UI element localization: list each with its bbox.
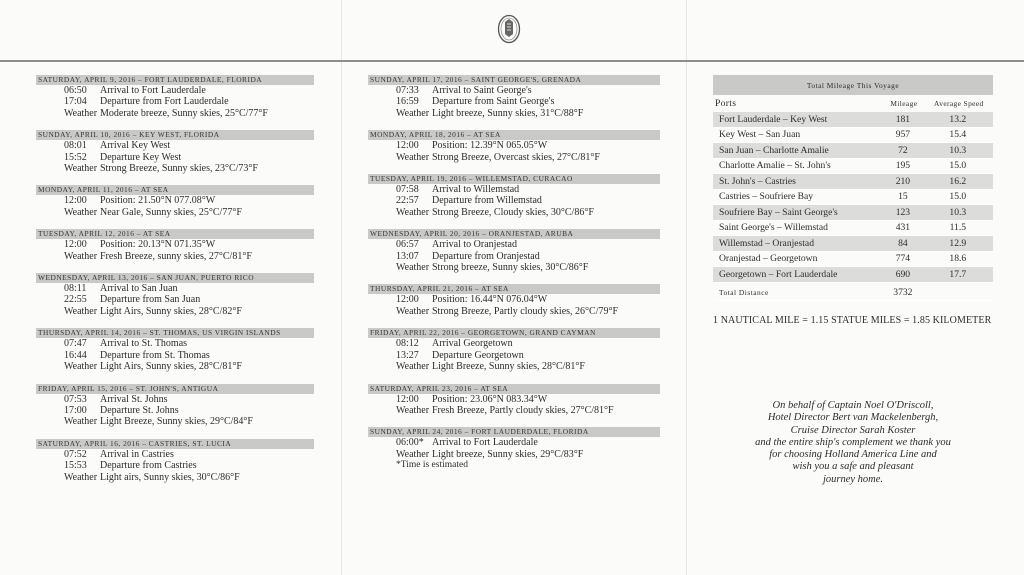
schedule-time: 07:53 bbox=[64, 393, 87, 405]
schedule-detail: Departure from Oranjestad bbox=[432, 250, 540, 262]
schedule-detail: Light Airs, Sunny skies, 28°C/81°F bbox=[100, 361, 242, 373]
schedule-time: 12:00 bbox=[396, 393, 419, 405]
schedule-detail: Departure from San Juan bbox=[100, 294, 201, 306]
schedule-time: Weather bbox=[64, 107, 98, 119]
schedule-row bbox=[368, 207, 660, 218]
schedule-row bbox=[368, 184, 660, 195]
schedule-detail: Arrival in Castries bbox=[100, 448, 174, 460]
schedule-row bbox=[36, 140, 314, 151]
schedule-time: Weather bbox=[396, 448, 430, 460]
schedule-detail: Position: 20.13°N 071.35°W bbox=[100, 239, 216, 251]
schedule-row bbox=[368, 294, 660, 305]
schedule-row bbox=[368, 405, 660, 416]
schedule-detail: Departure St. Johns bbox=[100, 404, 179, 416]
day-header: THURSDAY, APRIL 14, 2016 – ST. THOMAS, US VIRGIN ISLANDS bbox=[36, 328, 314, 338]
schedule-time: 12:00 bbox=[396, 140, 419, 152]
mileage-row bbox=[713, 143, 993, 159]
mileage-mileage: 957 bbox=[883, 127, 923, 143]
day-header: SUNDAY, APRIL 17, 2016 – SAINT GEORGE'S, GRENADA bbox=[368, 75, 660, 85]
schedule-row bbox=[368, 251, 660, 262]
mileage-mileage: 690 bbox=[883, 267, 923, 283]
mileage-speed: 18.6 bbox=[923, 251, 993, 267]
schedule-row bbox=[368, 108, 660, 119]
schedule-detail: Light Breeze, Sunny skies, 28°C/81°F bbox=[432, 361, 585, 373]
day-header: FRIDAY, APRIL 15, 2016 – ST. JOHN'S, ANTIGUA bbox=[36, 384, 314, 394]
day-header: MONDAY, APRIL 18, 2016 – AT SEA bbox=[368, 130, 660, 140]
schedule-time: 17:04 bbox=[64, 96, 87, 108]
schedule-row bbox=[36, 416, 314, 427]
left-day-3 bbox=[36, 229, 314, 262]
mileage-mileage: 431 bbox=[883, 220, 923, 236]
mileage-row bbox=[713, 158, 993, 174]
schedule-row bbox=[36, 85, 314, 96]
schedule-row bbox=[368, 152, 660, 163]
left-day-7 bbox=[36, 439, 314, 483]
schedule-time: 12:00 bbox=[64, 239, 87, 251]
header-average-speed: Average Speed bbox=[934, 99, 984, 108]
schedule-detail: Position: 23.06°N 083.34°W bbox=[432, 393, 548, 405]
schedule-row bbox=[36, 460, 314, 471]
mileage-row bbox=[713, 267, 993, 283]
schedule-detail: Arrival Key West bbox=[100, 140, 171, 152]
schedule-row bbox=[36, 294, 314, 305]
schedule-detail: Arrival to St. Thomas bbox=[100, 338, 188, 350]
schedule-time: 22:55 bbox=[64, 294, 87, 306]
schedule-row bbox=[36, 195, 314, 206]
schedule-time: 07:47 bbox=[64, 338, 87, 350]
schedule-row bbox=[368, 262, 660, 273]
mileage-mileage: 181 bbox=[883, 112, 923, 127]
mileage-panel bbox=[713, 75, 993, 326]
schedule-row bbox=[36, 350, 314, 361]
schedule-detail: Arrival to Fort Lauderdale bbox=[100, 85, 206, 96]
schedule-row bbox=[368, 306, 660, 317]
closing-line: and the entire ship's complement we thank you bbox=[755, 436, 951, 448]
mileage-route: Fort Lauderdale – Key West bbox=[713, 112, 883, 127]
mileage-speed: 12.9 bbox=[923, 236, 993, 252]
schedule-detail: Position: 12.39°N 065.05°W bbox=[432, 140, 548, 152]
schedule-detail: Arrival to Oranjestad bbox=[432, 239, 517, 251]
closing-line: journey home. bbox=[822, 473, 884, 485]
mileage-route: Willemstad – Oranjestad bbox=[713, 236, 883, 252]
header-ports: Ports bbox=[715, 98, 737, 109]
footnote: *Time is estimated bbox=[396, 460, 468, 471]
itinerary-column-left bbox=[36, 75, 314, 494]
mileage-route: Soufriere Bay – Saint George's bbox=[713, 205, 883, 221]
mileage-row bbox=[713, 251, 993, 267]
schedule-detail: Position: 16.44°N 076.04°W bbox=[432, 294, 548, 306]
schedule-detail: Position: 21.50°N 077.08°W bbox=[100, 195, 216, 207]
schedule-time: Weather bbox=[64, 163, 98, 175]
schedule-time: 12:00 bbox=[64, 195, 87, 207]
schedule-detail: Light breeze, Sunny skies, 31°C/88°F bbox=[432, 107, 584, 119]
schedule-row bbox=[36, 239, 314, 250]
closing-line: wish you a safe and pleasant bbox=[792, 461, 914, 473]
middle-day-0 bbox=[368, 75, 660, 119]
left-day-1 bbox=[36, 130, 314, 174]
mileage-mileage: 15 bbox=[883, 189, 923, 205]
mileage-speed: 15.0 bbox=[923, 158, 993, 174]
schedule-row bbox=[36, 283, 314, 294]
day-header: TUESDAY, APRIL 19, 2016 – WILLEMSTAD, CURACAO bbox=[368, 174, 660, 184]
total-distance-value: 3732 bbox=[883, 282, 923, 301]
schedule-detail: Fresh Breeze, Partly cloudy skies, 27°C/81°F bbox=[432, 404, 614, 416]
mileage-route: Castries – Soufriere Bay bbox=[713, 189, 883, 205]
schedule-row bbox=[36, 449, 314, 460]
mileage-title: Total Mileage This Voyage bbox=[713, 75, 993, 95]
schedule-detail: Fresh Breeze, sunny skies, 27°C/81°F bbox=[100, 250, 252, 262]
schedule-time: 16:59 bbox=[396, 96, 419, 108]
schedule-time: Weather bbox=[64, 471, 98, 483]
closing-line: On behalf of Captain Noel O'Driscoll, bbox=[772, 400, 934, 411]
schedule-detail: Arrival to San Juan bbox=[100, 283, 178, 295]
schedule-row bbox=[368, 394, 660, 405]
mileage-speed: 16.2 bbox=[923, 174, 993, 190]
middle-day-6 bbox=[368, 384, 660, 417]
schedule-time: 08:11 bbox=[64, 283, 87, 295]
left-day-0 bbox=[36, 75, 314, 119]
mileage-speed: 17.7 bbox=[923, 267, 993, 283]
schedule-detail: Strong Breeze, Overcast skies, 27°C/81°F bbox=[432, 151, 600, 163]
mileage-speed: 13.2 bbox=[923, 112, 993, 127]
schedule-row bbox=[36, 405, 314, 416]
mileage-mileage: 84 bbox=[883, 236, 923, 252]
mileage-row bbox=[713, 127, 993, 143]
closing-line: for choosing Holland America Line and bbox=[769, 449, 937, 461]
schedule-row bbox=[368, 85, 660, 96]
schedule-row bbox=[36, 152, 314, 163]
middle-day-7 bbox=[368, 427, 660, 471]
mileage-speed: 11.5 bbox=[923, 220, 993, 236]
schedule-detail: Departure Key West bbox=[100, 151, 182, 163]
schedule-detail: Light Breeze, Sunny skies, 29°C/84°F bbox=[100, 416, 253, 428]
mileage-route: Key West – San Juan bbox=[713, 127, 883, 143]
schedule-time: 06:50 bbox=[64, 85, 87, 96]
schedule-time: Weather bbox=[396, 151, 430, 163]
left-day-5 bbox=[36, 328, 314, 372]
schedule-detail: Strong breeze, Sunny skies, 30°C/86°F bbox=[432, 262, 589, 274]
schedule-time: Weather bbox=[396, 262, 430, 274]
mileage-speed: 10.3 bbox=[923, 205, 993, 221]
schedule-row bbox=[36, 207, 314, 218]
schedule-detail: Arrival Georgetown bbox=[432, 338, 513, 350]
left-day-4 bbox=[36, 273, 314, 317]
middle-day-5 bbox=[368, 328, 660, 372]
day-header: SATURDAY, APRIL 23, 2016 – AT SEA bbox=[368, 384, 660, 394]
schedule-detail: Arrival to Saint George's bbox=[432, 85, 532, 96]
mileage-row bbox=[713, 174, 993, 190]
schedule-row bbox=[36, 338, 314, 349]
mileage-mileage: 72 bbox=[883, 143, 923, 159]
schedule-time: 13:27 bbox=[396, 349, 419, 361]
schedule-detail: Strong Breeze, Sunny skies, 23°C/73°F bbox=[100, 163, 258, 175]
schedule-detail: Departure from Castries bbox=[100, 460, 197, 472]
mileage-row bbox=[713, 205, 993, 221]
schedule-time: Weather bbox=[396, 107, 430, 119]
day-header: SUNDAY, APRIL 24, 2016 – FORT LAUDERDALE, FLORIDA bbox=[368, 427, 660, 437]
schedule-time: 13:07 bbox=[396, 250, 419, 262]
mileage-row bbox=[713, 189, 993, 205]
mileage-route: Charlotte Amalie – St. John's bbox=[713, 158, 883, 174]
schedule-row bbox=[36, 472, 314, 483]
schedule-row bbox=[368, 140, 660, 151]
header-rule bbox=[0, 60, 1024, 62]
schedule-time: Weather bbox=[396, 206, 430, 218]
schedule-time: 06:00* bbox=[396, 437, 424, 449]
fold-line-left bbox=[341, 0, 342, 575]
schedule-detail: Departure from St. Thomas bbox=[100, 349, 210, 361]
schedule-row bbox=[368, 96, 660, 107]
day-header: WEDNESDAY, APRIL 13, 2016 – SAN JUAN, PUERTO RICO bbox=[36, 273, 314, 283]
schedule-detail: Strong Breeze, Cloudy skies, 30°C/86°F bbox=[432, 206, 594, 218]
mileage-speed: 10.3 bbox=[923, 143, 993, 159]
schedule-time: 15:53 bbox=[64, 460, 87, 472]
schedule-time: 22:57 bbox=[396, 195, 419, 207]
mileage-route: Saint George's – Willemstad bbox=[713, 220, 883, 236]
schedule-time: 16:44 bbox=[64, 349, 87, 361]
schedule-row bbox=[368, 449, 660, 460]
schedule-time: 08:12 bbox=[396, 338, 419, 350]
middle-day-2 bbox=[368, 174, 660, 218]
day-header: MONDAY, APRIL 11, 2016 – AT SEA bbox=[36, 185, 314, 195]
day-header: THURSDAY, APRIL 21, 2016 – AT SEA bbox=[368, 284, 660, 294]
schedule-time: Weather bbox=[64, 305, 98, 317]
mileage-route: Oranjestad – Georgetown bbox=[713, 251, 883, 267]
schedule-time: Weather bbox=[64, 416, 98, 428]
schedule-time: 07:33 bbox=[396, 85, 419, 96]
mileage-speed: 15.0 bbox=[923, 189, 993, 205]
schedule-time: Weather bbox=[64, 206, 98, 218]
schedule-detail: Near Gale, Sunny skies, 25°C/77°F bbox=[100, 206, 242, 218]
mileage-mileage: 210 bbox=[883, 174, 923, 190]
schedule-row bbox=[36, 361, 314, 372]
schedule-time: Weather bbox=[64, 361, 98, 373]
left-day-6 bbox=[36, 384, 314, 428]
mileage-route: St. John's – Castries bbox=[713, 174, 883, 190]
schedule-row bbox=[368, 195, 660, 206]
schedule-detail: Arrival to Willemstad bbox=[432, 184, 520, 196]
schedule-row bbox=[368, 350, 660, 361]
schedule-row bbox=[368, 361, 660, 372]
closing-line: Hotel Director Bert van Mackelenbergh, bbox=[767, 412, 939, 424]
mileage-mileage: 123 bbox=[883, 205, 923, 221]
schedule-detail: Light breeze, Sunny skies, 29°C/83°F bbox=[432, 448, 584, 460]
schedule-time: 06:57 bbox=[396, 239, 419, 251]
schedule-time: 07:58 bbox=[396, 184, 419, 196]
schedule-time: Weather bbox=[396, 305, 430, 317]
schedule-time: Weather bbox=[64, 250, 98, 262]
schedule-detail: Departure from Saint George's bbox=[432, 96, 555, 108]
middle-day-3 bbox=[368, 229, 660, 273]
itinerary-column-middle bbox=[368, 75, 660, 482]
schedule-detail: Departure Georgetown bbox=[432, 349, 524, 361]
schedule-time: Weather bbox=[396, 404, 430, 416]
schedule-row bbox=[36, 108, 314, 119]
schedule-time: 15:52 bbox=[64, 151, 87, 163]
schedule-row bbox=[368, 239, 660, 250]
schedule-time: 12:00 bbox=[396, 294, 419, 306]
day-header: SATURDAY, APRIL 9, 2016 – FORT LAUDERDALE, FLORIDA bbox=[36, 75, 314, 85]
mileage-row bbox=[713, 236, 993, 252]
total-distance-label: Total Distance bbox=[713, 282, 883, 301]
schedule-detail: Light Airs, Sunny skies, 28°C/82°F bbox=[100, 305, 242, 317]
schedule-time: 08:01 bbox=[64, 140, 87, 152]
mileage-row bbox=[713, 220, 993, 236]
mileage-route: Georgetown – Fort Lauderdale bbox=[713, 267, 883, 283]
schedule-time: 07:52 bbox=[64, 448, 87, 460]
closing-line: Cruise Director Sarah Koster bbox=[790, 424, 916, 436]
schedule-detail: Moderate breeze, Sunny skies, 25°C/77°F bbox=[100, 107, 268, 119]
mileage-row bbox=[713, 112, 993, 127]
schedule-row bbox=[368, 437, 660, 448]
schedule-time: Weather bbox=[396, 361, 430, 373]
schedule-detail: Strong Breeze, Partly cloudy skies, 26°C/79°F bbox=[432, 305, 619, 317]
schedule-detail: Arrival St. Johns bbox=[100, 393, 168, 405]
day-header: WEDNESDAY, APRIL 20, 2016 – ORANJESTAD, ARUBA bbox=[368, 229, 660, 239]
closing-message bbox=[713, 400, 993, 486]
schedule-detail: Arrival to Fort Lauderdale bbox=[432, 437, 538, 449]
schedule-detail: Light airs, Sunny skies, 30°C/86°F bbox=[100, 471, 240, 483]
day-header: FRIDAY, APRIL 22, 2016 – GEORGETOWN, GRAND CAYMAN bbox=[368, 328, 660, 338]
schedule-row bbox=[36, 306, 314, 317]
schedule-row bbox=[36, 163, 314, 174]
schedule-row bbox=[36, 251, 314, 262]
schedule-row bbox=[36, 96, 314, 107]
schedule-detail: Departure from Willemstad bbox=[432, 195, 542, 207]
day-header: SUNDAY, APRIL 10, 2016 – KEY WEST, FLORIDA bbox=[36, 130, 314, 140]
day-header: SATURDAY, APRIL 16, 2016 – CASTRIES, ST. LUCIA bbox=[36, 439, 314, 449]
conversion-note: 1 NAUTICAL MILE = 1.15 STATUE MILES = 1.85 KILOMETER bbox=[713, 315, 992, 326]
schedule-row bbox=[368, 338, 660, 349]
fold-line-right bbox=[686, 0, 687, 575]
schedule-row bbox=[36, 394, 314, 405]
schedule-time: 17:00 bbox=[64, 404, 87, 416]
header-mileage: Mileage bbox=[890, 99, 918, 108]
mileage-table bbox=[713, 75, 993, 301]
middle-day-1 bbox=[368, 130, 660, 163]
day-header: TUESDAY, APRIL 12, 2016 – AT SEA bbox=[36, 229, 314, 239]
mileage-route: San Juan – Charlotte Amalie bbox=[713, 143, 883, 159]
mileage-mileage: 774 bbox=[883, 251, 923, 267]
schedule-detail: Departure from Fort Lauderdale bbox=[100, 96, 229, 108]
left-day-2 bbox=[36, 185, 314, 218]
mileage-speed: 15.4 bbox=[923, 127, 993, 143]
holland-america-logo-icon bbox=[497, 14, 521, 44]
middle-day-4 bbox=[368, 284, 660, 317]
mileage-mileage: 195 bbox=[883, 158, 923, 174]
